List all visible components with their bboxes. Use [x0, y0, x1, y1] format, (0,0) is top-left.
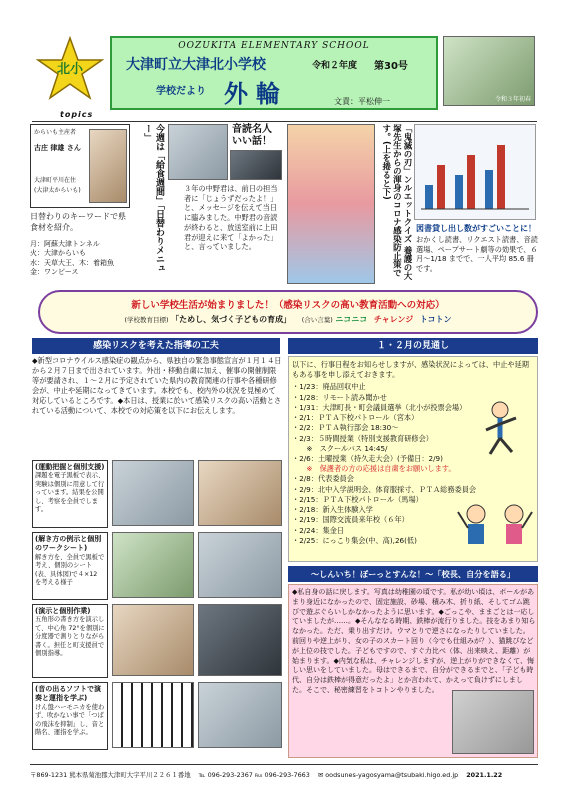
footer-address: 〒869-1231 熊本県菊池郡大津町大字平川２２６１番地	[30, 771, 191, 779]
issue-number: 第30号	[374, 61, 408, 72]
schedule-item: ・2/15：ＰＴＡ下校パトロール（馬場）	[292, 494, 423, 504]
schedule-intro: 以下に、行事日程をお知らせしますが、感染状況によっては、中止や延期もある事を申し添えておきます。	[292, 360, 529, 379]
library-chart-photo	[414, 124, 536, 220]
motto-smile: ニコニコ	[335, 315, 368, 324]
schedule-item: ・2/1：ＰＴＡ下校パトロール（宮本）	[292, 413, 419, 423]
method-item-2	[32, 532, 108, 600]
goal-label: (学校教育目標)	[124, 316, 169, 324]
menu-day-mon: 月：阿蘇大津トンネル	[30, 240, 100, 248]
header-title-box	[110, 36, 438, 110]
schedule-item: ・2/6：土曜授業（持久走大会）(予備日：2/9)	[292, 453, 443, 463]
footer-email: ✉ oodsunes-yagosyama@tsubaki.higo.ed.jp	[317, 771, 459, 779]
footer-row	[30, 770, 540, 779]
menu-day-wed-thu: 水：天草大王、木：着箱魚	[30, 258, 114, 267]
principal-title: 〜しんいち！ぼーっとすんな！〜「校長、自分を語る」	[288, 566, 538, 582]
menu-day-tue: 火：大津からいも	[30, 249, 86, 258]
childhood-photo	[452, 690, 534, 754]
schedule-item: ・2/19：国際交流員来年校（６年）	[292, 515, 409, 525]
motto-thorough: トコトン	[419, 315, 452, 324]
schedule-item: ・2/18：新入生体験入学	[292, 505, 373, 515]
method-2-photo-b	[198, 532, 282, 598]
method-2-text: 解き方を、全員で黒板で考え、個別のシート(表、具体図)で４×12 を考える様子	[35, 553, 105, 587]
topics-label: topics	[60, 110, 94, 119]
farmer-photo	[89, 129, 127, 203]
method-3-text: 五角形の書き方を演示して、中心角 72°を個別に分度器で測りとりながら書く。担任と町支援員で個別指導。	[35, 616, 105, 658]
library-title: 図書貸し出し数がすごいことに！	[416, 224, 536, 233]
farmer-card-line2: 大津町平川在住	[34, 177, 77, 184]
method-3-label: (演示と個別作業)	[35, 607, 91, 615]
emblem-text: 北小	[56, 62, 83, 77]
schedule-item: ・2/24：集金日	[292, 525, 345, 535]
running-kids-illustration	[470, 398, 530, 458]
school-name-jp: 大津町立大津北小学校	[126, 57, 266, 73]
farmer-card	[30, 124, 130, 208]
menu-day-list	[30, 240, 130, 278]
author-label: 文責：平松伸一	[334, 97, 390, 106]
farmer-name: 古庄 律雄 さん	[34, 144, 81, 152]
method-item-1	[32, 460, 108, 528]
newsletter-title: 外輪	[224, 79, 288, 108]
left-section-title: 感染リスクを考えた指導の工夫	[32, 338, 280, 354]
photo-caption: 令和３年初春	[494, 96, 531, 103]
method-4-photo-b	[198, 682, 282, 748]
schedule-item: ・1/31：大津町長・町会議員選挙（北小が投票会場）	[292, 402, 467, 412]
school-winter-photo	[443, 36, 535, 106]
schedule-item: ・2/3：５時間授業（特別支援教育研修会）	[292, 433, 433, 443]
quiz-photo	[287, 124, 375, 284]
schedule-item: ・2/2：ＰＴＡ執行部会 18:30〜	[292, 423, 399, 433]
footer-tel: ℡ 096-293-2367 ℻ 096-293-7663	[198, 771, 310, 779]
school-name-en: OOZUKITA ELEMENTARY SCHOOL	[178, 41, 370, 51]
method-3-photo-b	[198, 604, 282, 676]
broadcast-photo	[230, 150, 282, 180]
banner-main: 新しい学校生活が始まりました！（感染リスクの高い教育活動への対応）	[131, 300, 445, 311]
method-4-text: けん盤ハーモニカを使わず、吹かない事で「つばの飛沫を抑制」し、音と階名、運指を学ぶ。	[35, 703, 105, 737]
right-section-title: １・２月の見通し	[288, 338, 538, 354]
method-3-photo-a	[112, 604, 194, 676]
principal-text: ◆私自身の話に戻します。写真は幼稚園の頃です。私が幼い頃は、ボールがあまり身近になかったので、固定施設、砂場、積み木、折り紙、そしてゴム跳びで遊ぶぐらいしかなかったように思います。◆ごっこや、ままごとは一応していましたが……。◆そんななる時期、鉄棒が流行りました。技をあまり知らなかった。ただ、乗り出すだけ。ウマとりで逆さになったりしていました。前回りや逆上がり、女の子のスカート回り（今でも仕組みが？）、猫跳びなどが上位の技でした。子どもですので、すぐ力比べ（体、出来映え、距離）が始まります。◆内気な私は、チャレンジしますが、逆上がりができなくて、悔しい思いをしていました。母はできるまで、自分ができるまでと、「子ども時代、自分は鉄棒が得意だったよ」とか言われて、かえって負けずにしました。そこで、秘密練習をトコトンやりました。	[292, 588, 536, 694]
schedule-item: ・1/28：リモート読み聞かせ	[292, 392, 387, 402]
method-1-photo-b	[198, 460, 282, 526]
banner-goal-row	[40, 314, 536, 325]
keyword-text: 日替わりのキーワードで県食材を紹介。	[30, 212, 126, 232]
quiz-text: 「鬼滅の刃」ンルエットクイズ 養護の大塚先生からの渾身のコロナ感染防止策です。(上を捲ると下)	[380, 124, 412, 280]
schedule-note: ※ 保護者の方の応援は自粛をお願いします。	[292, 464, 456, 474]
topics-divider	[32, 121, 537, 122]
method-item-4	[32, 682, 108, 750]
lunch-story: ３年の中野君は、前日の担当者に「じょうずだったよ！」と、メッセージを伝えて当日に臨みました。中野君の音読が終わると、放送室前に上田君が迎えに来て「よかった」と、言っていました。	[184, 184, 278, 252]
motto-challenge: チャレンジ	[373, 315, 414, 324]
method-1-photo-a	[112, 460, 194, 526]
school-goal: 「ためし、気づく子どもの育成」	[171, 315, 292, 324]
newsletter-type: 学校だより	[156, 86, 206, 97]
schedule-item: ・1/23：廃品回収中止	[292, 382, 366, 392]
lunch-week-heading: 今週は「給食週間」「日替わりメニュー」	[142, 124, 164, 273]
method-2-label: (解き方の例示と個別のワークシート)	[35, 535, 102, 553]
year-label: 令和２年度	[312, 61, 358, 71]
method-2-photo-a	[112, 532, 194, 598]
farmer-card-line3: (大津太からいも)	[34, 187, 81, 194]
new-school-life-banner	[38, 290, 538, 334]
farmer-card-line1: からいも主産者	[34, 129, 77, 136]
motto-label: (合い言葉)	[301, 316, 333, 324]
schedule-item: ・2/8：代表委員会	[292, 474, 354, 484]
schedule-item: ・2/25：にっこり集会(中、高),26(低)	[292, 535, 417, 545]
method-1-label: (運動把握と個別支援)	[35, 463, 105, 471]
quote-title: 音読名人いい話！	[232, 124, 272, 147]
lunch-photo	[168, 124, 228, 180]
cheering-kids-illustration	[456, 500, 536, 558]
school-emblem	[34, 36, 106, 106]
library-text: おかくし読書、リクエスト読書、音読選場、ペープサート劇等の効果で、６月〜1/18 までで、一人平均 85.6 冊です。	[416, 235, 538, 274]
method-4-label: (音の出るソフトで演奏と運指を学ぶ)	[35, 685, 102, 703]
method-1-text: 課題を電子黒板で表示、実験は個別に用意して行っています。結果を公開し、考察を全員でします。	[35, 472, 105, 514]
menu-day-fri: 金：ワンピース	[30, 268, 79, 277]
left-section-body: ◆新型コロナウイルス感染症の観点から、県独自の緊急事態宣言が１月１４日から２月７日まで出されています。外出・移動自粛に加え、催事の開催制限等が要請され、１〜２月に予定されていた県内の教育関連の行事や各種研修会が、中止や延期になってきています。本校でも、校内外の状況を見極めて対応しているところです。◆本日は、授業に於いて感染リスクの高い活動とされている活動について、本校での対応策を以下にお伝えします。	[32, 356, 282, 416]
footer-divider	[30, 764, 538, 765]
footer-date: 2021.1.22	[466, 771, 503, 779]
method-item-3	[32, 604, 108, 678]
schedule-item: ・2/9：北中入学説明会、体育服採寸、ＰＴＡ総務委員会	[292, 484, 477, 494]
schedule-item: ※ スクールバス 14:45/	[292, 443, 388, 453]
keyboard-software-photo	[112, 682, 194, 748]
